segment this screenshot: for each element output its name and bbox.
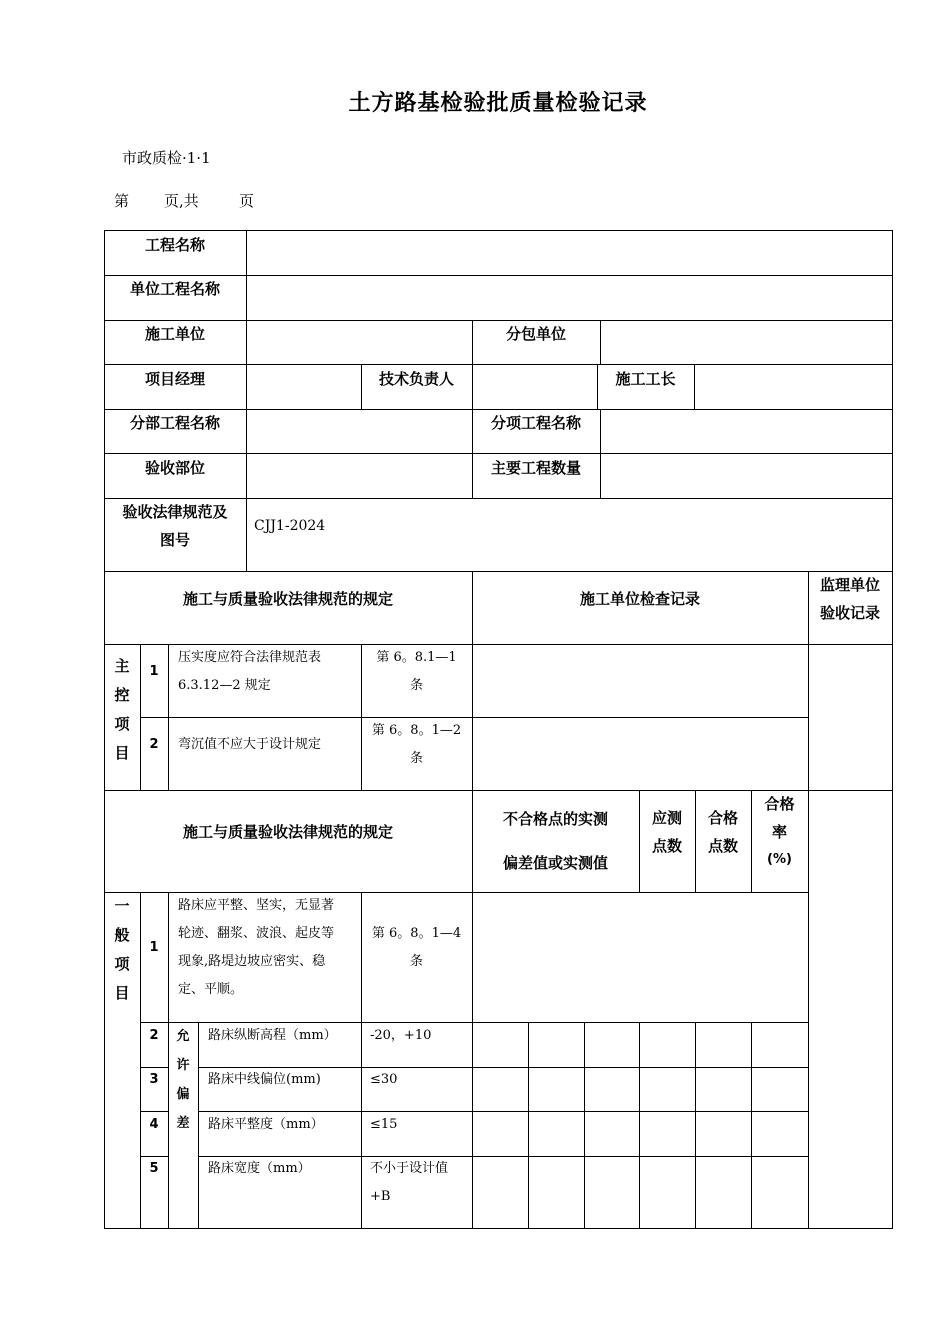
main-control-group-label: 主 控 项 目 bbox=[114, 657, 130, 762]
tolerance-label: 允 许 偏 差 bbox=[176, 1029, 190, 1131]
general-group-label: 一 般 项 目 bbox=[114, 897, 130, 1002]
label-main-quantity: 主要工程数量 bbox=[490, 459, 581, 477]
label-subcontract-unit: 分包单位 bbox=[505, 325, 566, 343]
general-item-1-text: 路床应平整、坚实，无显著 轮迹、翻浆、波浪、起皮等 现象,路堤边坡应密实、稳 定、平顺。 bbox=[178, 898, 335, 997]
page-title: 土方路基检验批质量检验记录 bbox=[348, 91, 648, 116]
main-col-check: 施工单位检查记录 bbox=[579, 590, 700, 608]
main-item-2-no: 2 bbox=[149, 737, 159, 752]
form-code: 市政质检·1·1 bbox=[122, 149, 211, 167]
general-row-3-value: ≤30 bbox=[370, 1072, 398, 1087]
construction-unit-field[interactable] bbox=[247, 321, 472, 364]
page-label-b: 页,共 bbox=[164, 192, 199, 210]
main-item-1-no: 1 bbox=[149, 664, 159, 679]
main-item-1-clause: 第 6。8.1—1 条 bbox=[376, 650, 457, 693]
general-row-4-name: 路床平整度（mm） bbox=[208, 1117, 324, 1132]
foreman-field[interactable] bbox=[695, 365, 892, 409]
main-item-2-check-record[interactable] bbox=[473, 718, 808, 790]
general-row-5-name: 路床宽度（mm） bbox=[208, 1161, 311, 1176]
general-item-1-check-record[interactable] bbox=[473, 893, 808, 1022]
general-row-5-no: 5 bbox=[149, 1161, 159, 1176]
main-col-supervision-line2: 验收记录 bbox=[819, 604, 880, 622]
general-item-1-clause: 第 6。8。1—4 条 bbox=[371, 926, 462, 969]
main-col-supervision bbox=[808, 571, 892, 627]
general-col-rate: 合格 率 (%) bbox=[764, 795, 795, 867]
main-col-rules: 施工与质量验收法律规范的规定 bbox=[182, 590, 393, 608]
main-item-2-text: 弯沉值不应大于设计规定 bbox=[178, 737, 322, 752]
unit-project-name-field[interactable] bbox=[247, 276, 892, 320]
label-acceptance-part: 验收部位 bbox=[144, 459, 205, 477]
general-col-rules: 施工与质量验收法律规范的规定 bbox=[182, 823, 393, 841]
standard-value: CJJ1-2024 bbox=[254, 518, 326, 534]
general-col-pass: 合格 点数 bbox=[707, 809, 738, 855]
general-row-4-no: 4 bbox=[149, 1117, 159, 1132]
main-supervision-record[interactable] bbox=[809, 645, 892, 790]
label-construction-unit: 施工单位 bbox=[144, 325, 205, 343]
label-project-name: 工程名称 bbox=[144, 236, 205, 254]
label-tech-lead: 技术负责人 bbox=[378, 370, 454, 388]
general-col-measured: 不合格点的实测 偏差值或实测值 bbox=[502, 810, 608, 872]
general-row-2-no: 2 bbox=[149, 1028, 159, 1043]
subitem-name-field[interactable] bbox=[601, 410, 892, 453]
label-standard bbox=[104, 498, 246, 554]
subcontract-unit-field[interactable] bbox=[601, 321, 892, 364]
main-col-supervision-line1: 监理单位 bbox=[819, 576, 880, 594]
general-item-1-no: 1 bbox=[149, 940, 159, 955]
page-label-c: 页 bbox=[239, 192, 255, 210]
label-standard-line2: 图号 bbox=[159, 531, 190, 549]
label-foreman: 施工工长 bbox=[615, 370, 676, 388]
general-row-2-name: 路床纵断高程（mm） bbox=[208, 1028, 337, 1043]
division-name-field[interactable] bbox=[247, 410, 472, 453]
project-manager-field[interactable] bbox=[247, 365, 361, 409]
general-row-5-value: 不小于设计值 +B bbox=[370, 1161, 449, 1204]
tech-lead-field[interactable] bbox=[473, 365, 597, 409]
label-project-manager: 项目经理 bbox=[144, 370, 205, 388]
page-label-a: 第 bbox=[114, 192, 130, 210]
general-row-3-no: 3 bbox=[149, 1072, 159, 1087]
main-item-1-check-record[interactable] bbox=[473, 645, 808, 717]
general-row-3-name: 路床中线偏位(mm) bbox=[208, 1072, 321, 1087]
label-unit-project-name: 单位工程名称 bbox=[129, 280, 220, 298]
project-name-field[interactable] bbox=[247, 231, 892, 275]
main-quantity-field[interactable] bbox=[601, 454, 892, 498]
main-item-2-clause: 第 6。8。1—2 条 bbox=[371, 723, 462, 766]
general-col-should: 应测 点数 bbox=[651, 809, 682, 855]
general-supervision-record[interactable] bbox=[809, 791, 892, 1228]
label-division-name: 分部工程名称 bbox=[129, 414, 220, 432]
general-row-4-value: ≤15 bbox=[370, 1117, 398, 1132]
label-subitem-name: 分项工程名称 bbox=[490, 414, 581, 432]
label-standard-line1: 验收法律规范及 bbox=[122, 503, 228, 521]
general-row-2-value: -20，+10 bbox=[370, 1028, 432, 1043]
main-item-1-text: 压实度应符合法律规范表 6.3.12—2 规定 bbox=[178, 650, 322, 693]
acceptance-part-field[interactable] bbox=[247, 454, 472, 498]
